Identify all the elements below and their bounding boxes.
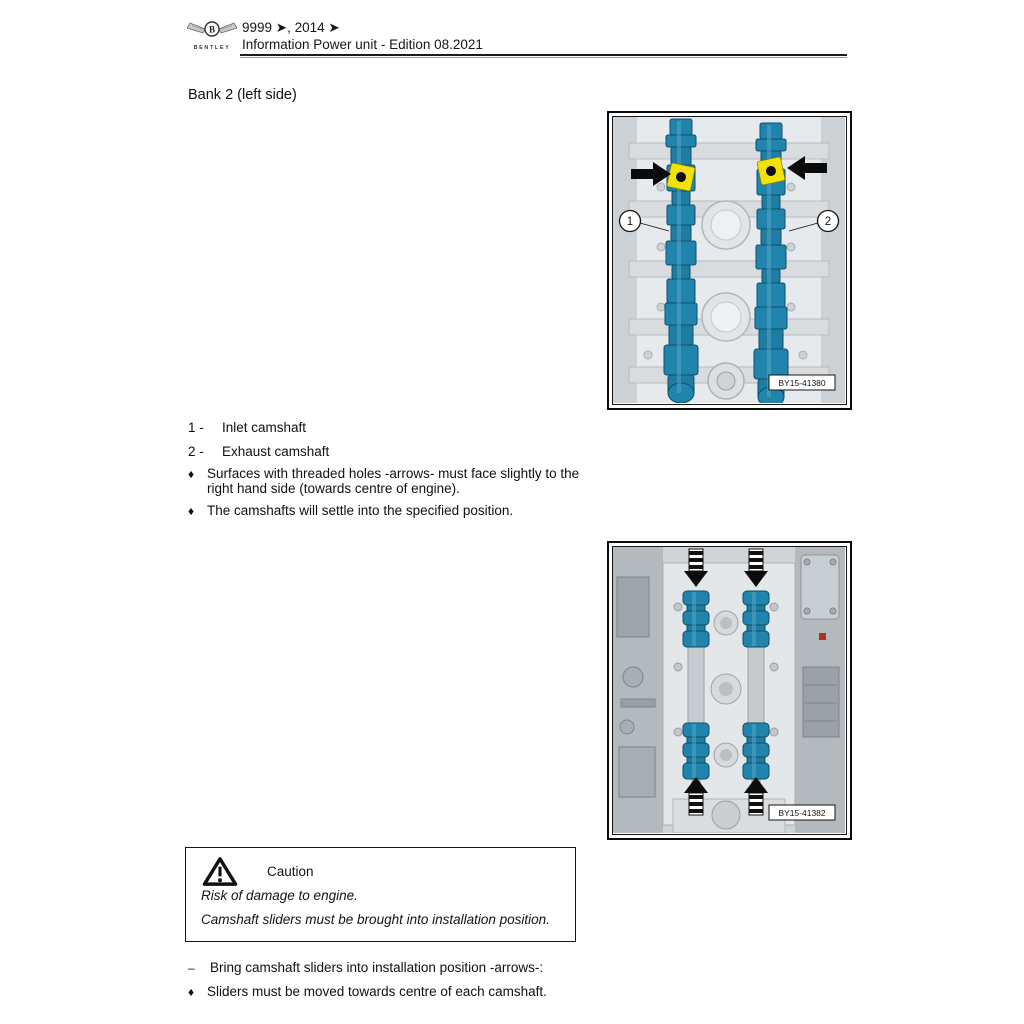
slider-illustration: [613, 547, 845, 833]
slider-top-right: [743, 591, 769, 647]
step-text-1: Bring camshaft sliders into installation position -arrows-:: [210, 960, 544, 975]
caution-header: [201, 855, 314, 888]
caution-box: [185, 847, 576, 942]
legend-num-2: 2 -: [188, 444, 204, 459]
figure-sliders-inner: [612, 546, 847, 835]
slider-bottom-right: [743, 723, 769, 779]
diamond-bullet-icon: ♦: [188, 504, 195, 518]
note-item-2: [188, 503, 589, 518]
diamond-bullet-icon: ♦: [188, 985, 195, 999]
section-title: Bank 2 (left side): [188, 87, 297, 103]
step-item-2: [188, 984, 627, 999]
svg-text:B: B: [208, 24, 216, 35]
header-divider: [240, 54, 847, 58]
caution-line-1: Risk of damage to engine.: [201, 888, 358, 903]
red-detail: [819, 633, 826, 640]
yellow-marker-left: [667, 163, 695, 191]
caution-line-2: Camshaft sliders must be brought into installation position.: [201, 912, 550, 927]
bentley-logo: [187, 19, 237, 51]
dash-marker: –: [188, 961, 195, 975]
callout-2: 2: [824, 216, 832, 228]
slider-top-left: [683, 591, 709, 647]
warning-triangle-icon: [201, 855, 239, 888]
bentley-wings-icon: [187, 19, 237, 41]
figure-sliders: [607, 541, 852, 840]
note-item-1: [188, 466, 589, 496]
slider-bottom-left: [683, 723, 709, 779]
legend-num-1: 1 -: [188, 420, 204, 435]
yellow-marker-right: [757, 157, 785, 185]
step-text-2: Sliders must be moved towards centre of each camshaft.: [207, 984, 547, 999]
legend-item-1: [188, 420, 306, 435]
figure1-label: BY15-41380: [778, 378, 826, 388]
legend-text-2: Exhaust camshaft: [222, 444, 330, 459]
header-model-years: 9999 ➤, 2014 ➤: [242, 20, 340, 35]
note-text-1: Surfaces with threaded holes -arrows- must face slightly to the right hand side (towards centre of engine).: [207, 466, 580, 496]
figure-camshafts: [607, 111, 852, 410]
diamond-bullet-icon: ♦: [188, 467, 195, 481]
note-text-2: The camshafts will settle into the specified position.: [207, 503, 514, 518]
callout-1: 1: [626, 216, 634, 228]
legend-text-1: Inlet camshaft: [222, 420, 307, 435]
camshaft-illustration: [613, 117, 845, 403]
figure2-label: BY15-41382: [778, 808, 826, 818]
header-edition: Information Power unit - Edition 08.2021: [242, 37, 483, 52]
caution-title: Caution: [267, 864, 314, 879]
figure-camshafts-inner: [612, 116, 847, 405]
step-item-1: [188, 960, 630, 975]
legend-item-2: [188, 444, 329, 459]
bentley-wordmark: BENTLEY: [193, 45, 231, 51]
